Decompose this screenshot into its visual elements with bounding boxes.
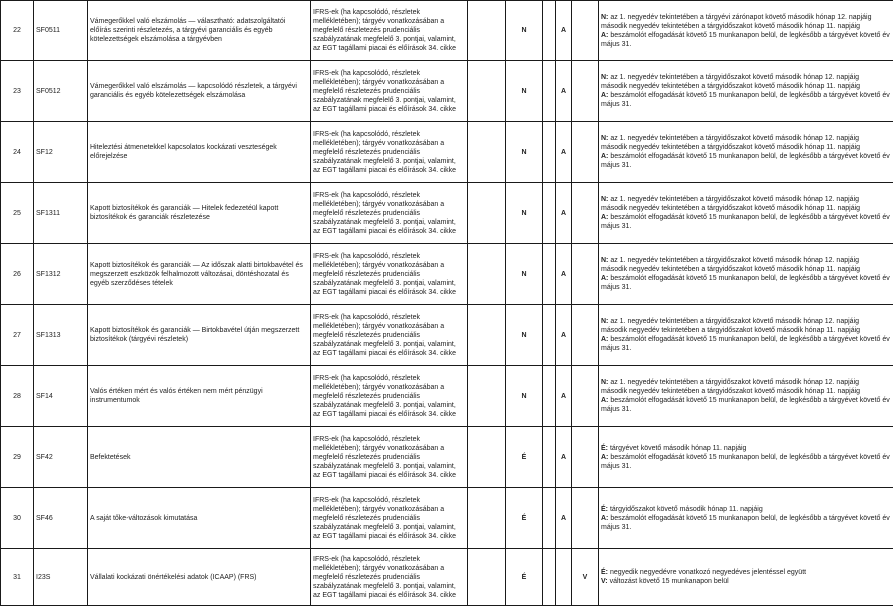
change-flag — [572, 244, 599, 305]
regulation-reference: IFRS-ek (ha kapcsolódó, részletek mellékletében); tárgyév vonatkozásában a megfelelő részletezés prudenciális szabályzatának megfelelő 3. pontjai, valamint, az EGT tagállami piacai és előírások 34. cikke — [311, 366, 468, 427]
change-flag — [572, 61, 599, 122]
deadline-text: beszámolót elfogadását követő 15 munkanapon belül, de legkésőbb a tárgyévet követő év május 31. — [601, 454, 890, 470]
frequency-flag: N — [506, 1, 543, 61]
frequency-flag: É — [506, 488, 543, 549]
deadline-text: beszámolót elfogadását követő 15 munkanapon belül, de legkésőbb a tárgyévet követő év május 31. — [601, 336, 890, 352]
annual-flag: A — [556, 244, 572, 305]
deadline-text: az 1. negyedév tekintetében a tárgyidőszakot követő második hónap 12. napjáig — [610, 196, 859, 203]
annual-flag: A — [556, 61, 572, 122]
deadline-line — [601, 204, 891, 213]
table-description: Vállalati kockázati önértékelési adatok (ICAAP) (FRS) — [88, 549, 311, 606]
table-code: SF14 — [34, 366, 88, 427]
empty-cell — [543, 61, 556, 122]
table-code: SF42 — [34, 427, 88, 488]
empty-cell — [468, 61, 506, 122]
table-code: I23S — [34, 549, 88, 606]
annual-flag: A — [556, 183, 572, 244]
empty-cell — [543, 305, 556, 366]
deadline-key: A: — [601, 454, 608, 461]
deadline-key: É: — [601, 445, 608, 452]
deadline-text: beszámolót elfogadását követő 15 munkanapon belül, de legkésőbb a tárgyévet követő év május 31. — [601, 153, 890, 169]
change-flag — [572, 183, 599, 244]
deadline-line — [601, 387, 891, 396]
deadline-line — [601, 514, 891, 532]
deadline-line — [601, 577, 891, 586]
frequency-flag: N — [506, 61, 543, 122]
deadline-note — [599, 305, 893, 366]
deadline-text: változást követő 15 munkanapon belül — [610, 578, 729, 585]
row-number: 25 — [1, 183, 34, 244]
table-row — [1, 488, 893, 549]
deadline-note — [599, 122, 893, 183]
frequency-flag: N — [506, 366, 543, 427]
deadline-text: az 1. negyedév tekintetében a tárgyidőszakot követő második hónap 12. napjáig — [610, 379, 859, 386]
deadline-text: második negyedév tekintetében a tárgyidőszakot követő második hónap 11. napjáig — [601, 23, 860, 30]
empty-cell — [468, 549, 506, 606]
row-number: 29 — [1, 427, 34, 488]
deadline-text: tárgyévet követő második hónap 11. napjáig — [610, 445, 746, 452]
frequency-flag: N — [506, 305, 543, 366]
deadline-line — [601, 195, 891, 204]
deadline-key: A: — [601, 92, 608, 99]
deadline-note — [599, 366, 893, 427]
table-row — [1, 122, 893, 183]
regulation-reference: IFRS-ek (ha kapcsolódó, részletek mellékletében); tárgyév vonatkozásában a megfelelő részletezés prudenciális szabályzatának megfelelő 3. pontjai, valamint, az EGT tagállami piacai és előírások 34. cikke — [311, 427, 468, 488]
table-row — [1, 305, 893, 366]
deadline-line — [601, 396, 891, 414]
deadline-text: az 1. negyedév tekintetében a tárgyidőszakot követő második hónap 12. napjáig — [610, 257, 859, 264]
regulation-reference: IFRS-ek (ha kapcsolódó, részletek mellékletében); tárgyév vonatkozásában a megfelelő részletezés prudenciális szabályzatának megfelelő 3. pontjai, valamint, az EGT tagállami piacai és előírások 34. cikke — [311, 244, 468, 305]
deadline-text: beszámolót elfogadását követő 15 munkanapon belül, de legkésőbb a tárgyévet követő év május 31. — [601, 515, 890, 531]
deadline-text: második negyedév tekintetében a tárgyidőszakot követő második hónap 11. napjáig — [601, 205, 860, 212]
table-description: Vámegerőkkel való elszámolás — választható: adatszolgáltatói előírás szerinti részletezés, a tárgyévi garanciális és egyéb kötelezettségek elszámolása a tárgyévben — [88, 1, 311, 61]
deadline-key: É: — [601, 569, 608, 576]
empty-cell — [543, 244, 556, 305]
deadline-text: beszámolót elfogadását követő 15 munkanapon belül, de legkésőbb a tárgyévet követő év május 31. — [601, 214, 890, 230]
deadline-text: beszámolót elfogadását követő 15 munkanapon belül, de legkésőbb a tárgyévet követő év május 31. — [601, 32, 890, 48]
deadline-line — [601, 453, 891, 471]
empty-cell — [468, 366, 506, 427]
table-code: SF0511 — [34, 1, 88, 61]
empty-cell — [468, 122, 506, 183]
table-description: A saját tőke-változások kimutatása — [88, 488, 311, 549]
deadline-key: A: — [601, 515, 608, 522]
table-code: SF1311 — [34, 183, 88, 244]
frequency-flag: N — [506, 244, 543, 305]
deadline-key: N: — [601, 14, 608, 21]
deadline-text: beszámolót elfogadását követő 15 munkanapon belül, de legkésőbb a tárgyévet követő év május 31. — [601, 92, 890, 108]
empty-cell — [543, 1, 556, 61]
row-number: 22 — [1, 1, 34, 61]
deadline-line — [601, 13, 891, 22]
empty-cell — [468, 1, 506, 61]
frequency-flag: É — [506, 427, 543, 488]
deadline-note — [599, 1, 893, 61]
table-code: SF0512 — [34, 61, 88, 122]
deadline-text: az 1. negyedév tekintetében a tárgyévi zárónapot követő második hónap 12. napjáig — [610, 14, 871, 21]
deadline-line — [601, 274, 891, 292]
empty-cell — [543, 549, 556, 606]
deadline-text: beszámolót elfogadását követő 15 munkanapon belül, de legkésőbb a tárgyévet követő év május 31. — [601, 397, 890, 413]
deadline-line — [601, 256, 891, 265]
deadline-key: N: — [601, 379, 608, 386]
empty-cell — [543, 122, 556, 183]
deadline-key: V: — [601, 578, 608, 585]
deadline-key: N: — [601, 318, 608, 325]
empty-cell — [543, 366, 556, 427]
deadline-note — [599, 244, 893, 305]
table-code: SF1312 — [34, 244, 88, 305]
table-description: Valós értéken mért és valós értéken nem mért pénzügyi instrumentumok — [88, 366, 311, 427]
deadline-key: A: — [601, 397, 608, 404]
empty-cell — [468, 305, 506, 366]
deadline-line — [601, 31, 891, 49]
regulation-reference: IFRS-ek (ha kapcsolódó, részletek mellékletében); tárgyév vonatkozásában a megfelelő részletezés prudenciális szabályzatának megfelelő 3. pontjai, valamint, az EGT tagállami piacai és előírások 34. cikke — [311, 1, 468, 61]
table-row — [1, 61, 893, 122]
deadline-key: A: — [601, 275, 608, 282]
table-description: Vámegerőkkel való elszámolás — kapcsolódó részletek, a tárgyévi garanciális és egyéb kötelezettségek elszámolása — [88, 61, 311, 122]
deadline-key: É: — [601, 506, 608, 513]
deadline-note — [599, 61, 893, 122]
table-row — [1, 366, 893, 427]
regulation-reference: IFRS-ek (ha kapcsolódó, részletek mellékletében); tárgyév vonatkozásában a megfelelő részletezés prudenciális szabályzatának megfelelő 3. pontjai, valamint, az EGT tagállami piacai és előírások 34. cikke — [311, 305, 468, 366]
row-number: 24 — [1, 122, 34, 183]
regulation-reference: IFRS-ek (ha kapcsolódó, részletek mellékletében); tárgyév vonatkozásában a megfelelő részletezés prudenciális szabályzatának megfelelő 3. pontjai, valamint, az EGT tagállami piacai és előírások 34. cikke — [311, 183, 468, 244]
deadline-key: A: — [601, 153, 608, 160]
row-number: 28 — [1, 366, 34, 427]
row-number: 30 — [1, 488, 34, 549]
deadline-key: A: — [601, 32, 608, 39]
deadline-line — [601, 82, 891, 91]
deadline-line — [601, 378, 891, 387]
deadline-note — [599, 549, 893, 606]
annual-flag — [556, 549, 572, 606]
table-row — [1, 549, 893, 606]
empty-cell — [468, 183, 506, 244]
empty-cell — [468, 488, 506, 549]
deadline-text: az 1. negyedév tekintetében a tárgyidőszakot követő második hónap 12. napjáig — [610, 74, 859, 81]
regulation-reference: IFRS-ek (ha kapcsolódó, részletek mellékletében); tárgyév vonatkozásában a megfelelő részletezés prudenciális szabályzatának megfelelő 3. pontjai, valamint, az EGT tagállami piacai és előírások 34. cikke — [311, 122, 468, 183]
table-code: SF46 — [34, 488, 88, 549]
deadline-line — [601, 134, 891, 143]
empty-cell — [543, 488, 556, 549]
change-flag — [572, 1, 599, 61]
change-flag — [572, 366, 599, 427]
table-row — [1, 244, 893, 305]
deadline-key: N: — [601, 196, 608, 203]
deadline-line — [601, 143, 891, 152]
deadline-text: második negyedév tekintetében a tárgyidőszakot követő második hónap 11. napjáig — [601, 266, 860, 273]
deadline-key: N: — [601, 135, 608, 142]
change-flag — [572, 488, 599, 549]
table-description: Kapott biztosítékok és garanciák — Birtokbavétel útján megszerzett biztosítékok (tárgyévi részletek) — [88, 305, 311, 366]
deadline-key: N: — [601, 74, 608, 81]
deadline-line — [601, 505, 891, 514]
empty-cell — [468, 427, 506, 488]
row-number: 23 — [1, 61, 34, 122]
deadline-text: negyedik negyedévre vonatkozó negyedéves jelentéssel együtt — [610, 569, 806, 576]
change-flag — [572, 122, 599, 183]
deadline-text: második negyedév tekintetében a tárgyidőszakot követő második hónap 11. napjáig — [601, 83, 860, 90]
table-code: SF1313 — [34, 305, 88, 366]
table-row — [1, 183, 893, 244]
deadline-line — [601, 335, 891, 353]
annual-flag: A — [556, 488, 572, 549]
deadline-line — [601, 73, 891, 82]
frequency-flag: N — [506, 122, 543, 183]
deadline-note — [599, 427, 893, 488]
table-description: Kapott biztosítékok és garanciák — Hitelek fedezetéül kapott biztosítékok és garanciák részletezése — [88, 183, 311, 244]
empty-cell — [543, 427, 556, 488]
regulation-reference: IFRS-ek (ha kapcsolódó, részletek mellékletében); tárgyév vonatkozásában a megfelelő részletezés prudenciális szabályzatának megfelelő 3. pontjai, valamint, az EGT tagállami piacai és előírások 34. cikke — [311, 61, 468, 122]
deadline-text: második negyedév tekintetében a tárgyidőszakot követő második hónap 11. napjáig — [601, 144, 860, 151]
deadline-text: beszámolót elfogadását követő 15 munkanapon belül, de legkésőbb a tárgyévet követő év május 31. — [601, 275, 890, 291]
empty-cell — [468, 244, 506, 305]
deadline-note — [599, 488, 893, 549]
deadline-line — [601, 568, 891, 577]
table-code: SF12 — [34, 122, 88, 183]
deadline-note — [599, 183, 893, 244]
change-flag — [572, 305, 599, 366]
table-row — [1, 427, 893, 488]
annual-flag: A — [556, 122, 572, 183]
deadline-line — [601, 213, 891, 231]
deadline-line — [601, 22, 891, 31]
frequency-flag: N — [506, 183, 543, 244]
deadline-text: az 1. negyedév tekintetében a tárgyidőszakot követő második hónap 12. napjáig — [610, 135, 859, 142]
deadline-line — [601, 326, 891, 335]
table-row — [1, 1, 893, 61]
row-number: 31 — [1, 549, 34, 606]
deadline-line — [601, 444, 891, 453]
deadline-key: N: — [601, 257, 608, 264]
regulation-reference: IFRS-ek (ha kapcsolódó, részletek mellékletében); tárgyév vonatkozásában a megfelelő részletezés prudenciális szabályzatának megfelelő 3. pontjai, valamint, az EGT tagállami piacai és előírások 34. cikke — [311, 549, 468, 606]
annual-flag: A — [556, 427, 572, 488]
deadline-key: A: — [601, 336, 608, 343]
table-description: Befektetések — [88, 427, 311, 488]
frequency-flag: É — [506, 549, 543, 606]
deadline-line — [601, 317, 891, 326]
deadline-text: második negyedév tekintetében a tárgyidőszakot követő második hónap 11. napjáig — [601, 388, 860, 395]
deadline-line — [601, 152, 891, 170]
table-description: Hiteleztési átmenetekkel kapcsolatos kockázati veszteségek előrejelzése — [88, 122, 311, 183]
change-flag: V — [572, 549, 599, 606]
deadline-text: második negyedév tekintetében a tárgyidőszakot követő második hónap 11. napjáig — [601, 327, 860, 334]
deadline-line — [601, 265, 891, 274]
deadline-text: tárgyidőszakot követő második hónap 11. napjáig — [610, 506, 763, 513]
change-flag — [572, 427, 599, 488]
row-number: 27 — [1, 305, 34, 366]
annual-flag: A — [556, 305, 572, 366]
table-description: Kapott biztosítékok és garanciák — Az időszak alatti birtokbavétel és megszerzett eszközök felhalmozott változásai, döntéshozatal és egyéb szerződéses tételek — [88, 244, 311, 305]
annual-flag: A — [556, 366, 572, 427]
empty-cell — [543, 183, 556, 244]
annual-flag: A — [556, 1, 572, 61]
deadline-text: az 1. negyedév tekintetében a tárgyidőszakot követő második hónap 12. napjáig — [610, 318, 859, 325]
row-number: 26 — [1, 244, 34, 305]
regulation-reference: IFRS-ek (ha kapcsolódó, részletek mellékletében); tárgyév vonatkozásában a megfelelő részletezés prudenciális szabályzatának megfelelő 3. pontjai, valamint, az EGT tagállami piacai és előírások 34. cikke — [311, 488, 468, 549]
deadline-key: A: — [601, 214, 608, 221]
deadline-line — [601, 91, 891, 109]
